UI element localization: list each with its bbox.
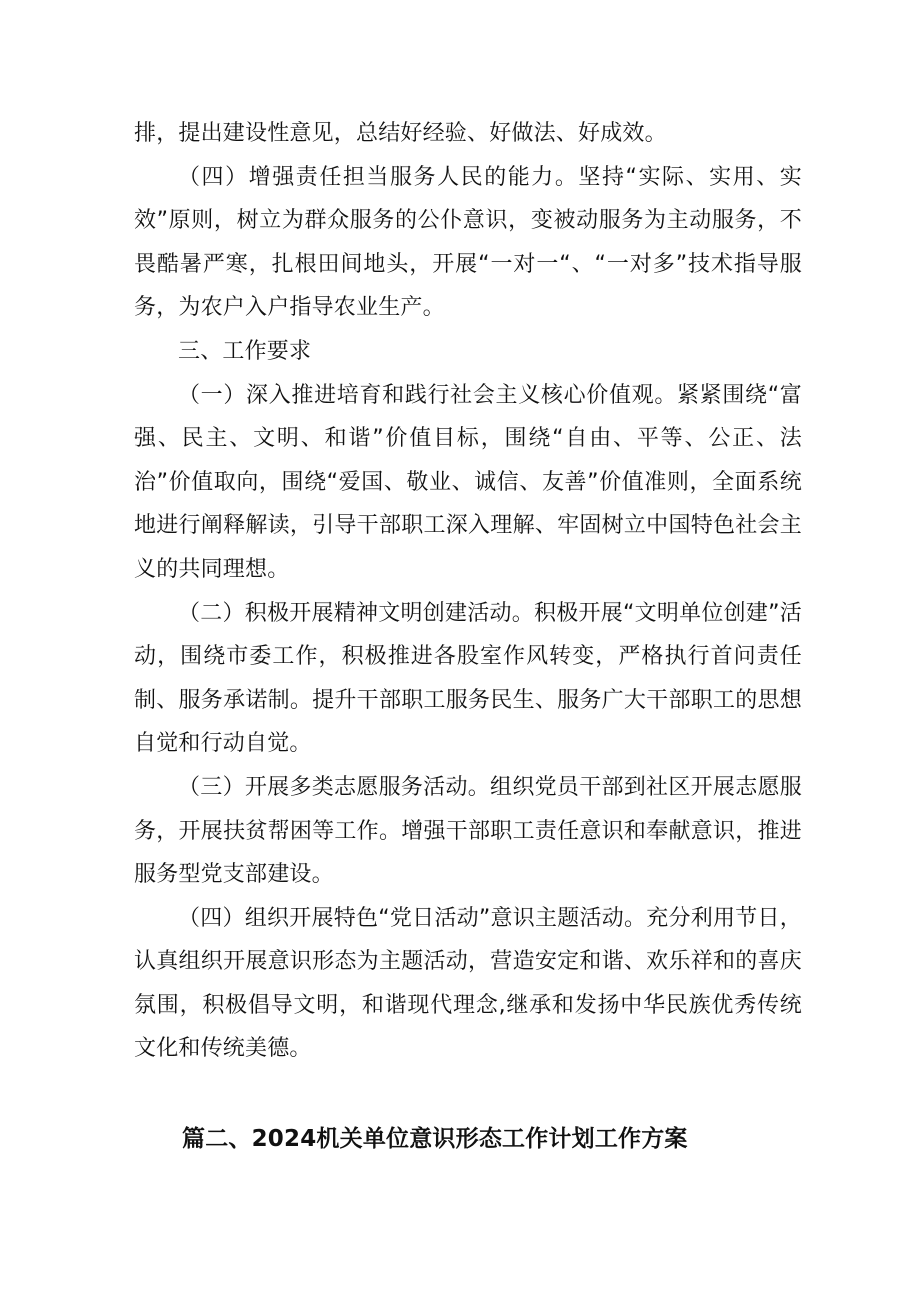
paragraph-item-4-capability: （四）增强责任担当服务人民的能力。坚持“实际、实用、实效”原则，树立为群众服务的公仆意识，变被动服务为主动服务，不畏酷暑严寒，扎根田间地头，开展“一对一“、“一对多”技术指导服务，为农户入户指导农业生产。 [134,164,802,321]
section-heading-work-requirements: 三、工作要求 [178,338,312,364]
paragraph-item-1-core-values: （一）深入推进培育和践行社会主义核心价值观。紧紧围绕“富强、民主、文明、和谐”价值目标，围绕“自由、平等、公正、法治”价值取向，围绕“爱国、敬业、诚信、友善”价值准则，全面系统地进行阐释解读，引导干部职工深入理解、牢固树立中国特色社会主义的共同理想。 [134,382,802,582]
next-document-title: 篇二、2024机关单位意识形态工作计划工作方案 [182,1126,688,1152]
document-body [134,112,802,1071]
paragraph-item-3-volunteer: （三）开展多类志愿服务活动。组织党员干部到社区开展志愿服务，开展扶贫帮困等工作。增强干部职工责任意识和奉献意识，推进服务型党支部建设。 [134,774,802,888]
paragraph-item-2-civilization: （二）积极开展精神文明创建活动。积极开展“文明单位创建”活动，围绕市委工作，积极推进各股室作风转变，严格执行首问责任制、服务承诺制。提升干部职工服务民生、服务广大干部职工的思想自觉和行动自觉。 [134,600,802,757]
paragraph-continuation: 排，提出建设性意见，总结好经验、好做法、好成效。 [134,121,667,146]
paragraph-item-4-party-day: （四）组织开展特色“党日活动”意识主题活动。充分利用节日，认真组织开展意识形态为主题活动，营造安定和谐、欢乐祥和的喜庆氛围，积极倡导文明，和谐现代理念,继承和发扬中华民族优秀传统文化和传统美德。 [134,905,802,1062]
